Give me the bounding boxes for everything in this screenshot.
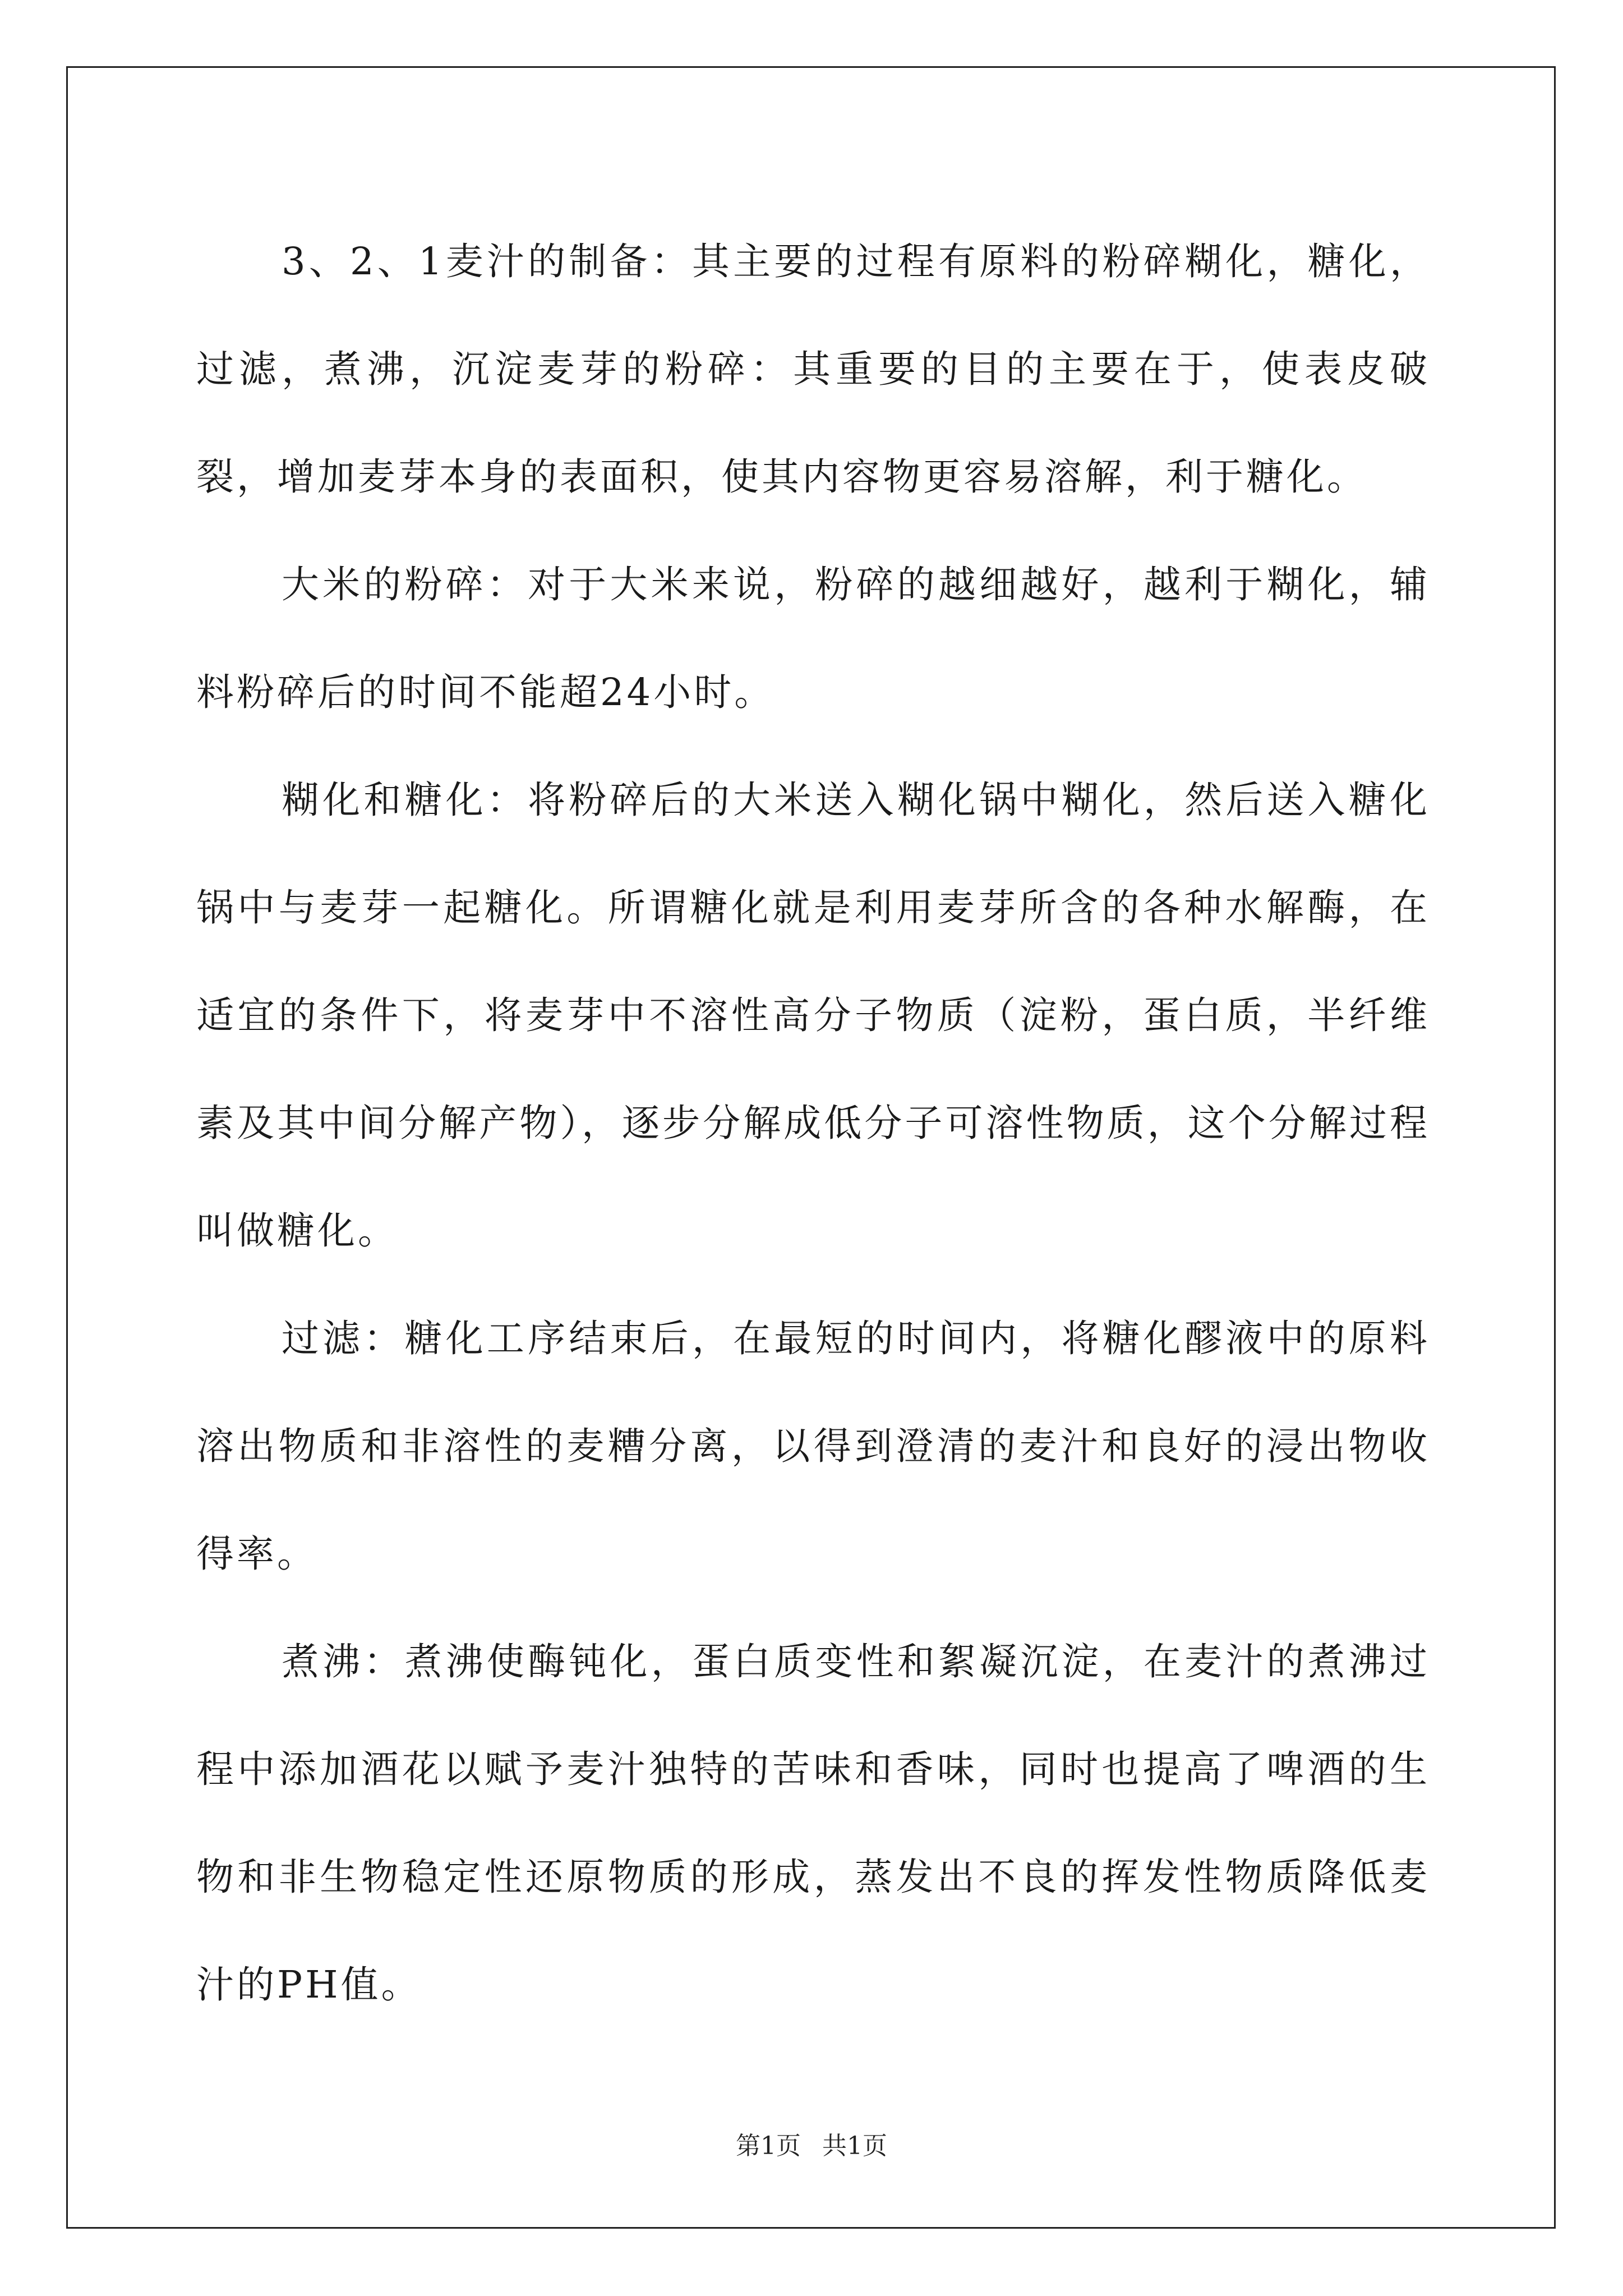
paragraph-gelatinization-saccharification: 糊化和糖化：将粉碎后的大米送入糊化锅中糊化，然后送入糖化锅中与麦芽一起糖化。所谓糖化就是利用麦芽所含的各种水解酶，在适宜的条件下，将麦芽中不溶性高分子物质（淀粉，蛋白质，半纤维素及其中间分解产物），逐步分解成低分子可溶性物质，这个分解过程叫做糖化。 xyxy=(196,778,1430,1253)
document-body xyxy=(196,208,1430,2039)
paragraph-filtration: 过滤：糖化工序结束后，在最短的时间内，将糖化醪液中的原料溶出物质和非溶性的麦糟分离，以得到澄清的麦汁和良好的浸出物收得率。 xyxy=(196,1317,1430,1576)
page-number-total: 共1页 xyxy=(822,2132,887,2160)
page-number-current: 第1页 xyxy=(736,2132,801,2160)
page-footer xyxy=(0,2129,1623,2163)
paragraph-rice-milling: 大米的粉碎：对于大米来说，粉碎的越细越好，越利于糊化，辅料粉碎后的时间不能超24小时。 xyxy=(196,563,1430,714)
paragraph-wort-preparation: 3、2、1麦汁的制备：其主要的过程有原料的粉碎糊化，糖化，过滤，煮沸，沉淀麦芽的粉碎：其重要的目的主要在于，使表皮破裂，增加麦芽本身的表面积，使其内容物更容易溶解，利于糖化。 xyxy=(196,240,1430,499)
paragraph-boiling: 煮沸：煮沸使酶钝化，蛋白质变性和絮凝沉淀，在麦汁的煮沸过程中添加酒花以赋予麦汁独特的苦味和香味，同时也提高了啤酒的生物和非生物稳定性还原物质的形成，蒸发出不良的挥发性物质降低麦汁的PH值。 xyxy=(196,1640,1430,2007)
